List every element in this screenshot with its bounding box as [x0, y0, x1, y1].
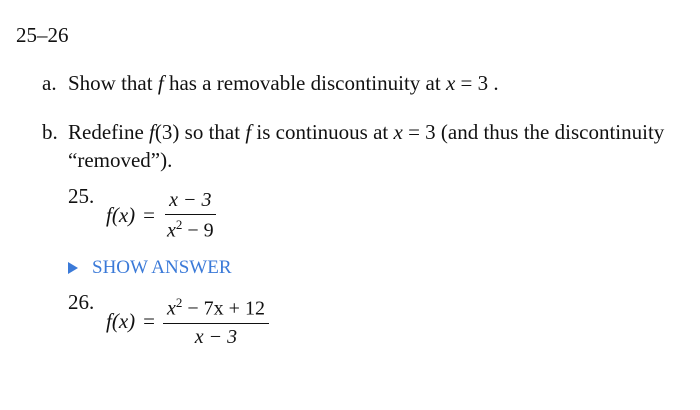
part-b-f3-arg: (3)	[154, 120, 180, 144]
problem-26-denominator: x − 3	[194, 325, 238, 348]
problem-25-denominator-exponent: 2	[175, 217, 183, 232]
problem-26-numerator-base: x	[167, 297, 176, 320]
problem-26-fraction	[163, 295, 269, 349]
problem-25-equation	[106, 189, 218, 243]
problem-26-equals: =	[143, 309, 155, 334]
part-b-f: f	[245, 120, 252, 144]
problem-25-denominator-base: x	[167, 219, 176, 242]
problem-25-number: 25.	[68, 184, 95, 208]
problem-26-number: 26.	[68, 290, 95, 314]
problem-25-lhs-f: f	[106, 203, 112, 228]
problem-25-lhs-arg: (x)	[111, 203, 136, 228]
part-a-f: f	[157, 71, 164, 95]
problem-25-fraction	[163, 189, 218, 243]
part-b-f3-f: f	[149, 120, 155, 144]
part-a-text-2: has a removable discontinuity at	[163, 71, 446, 95]
problem-26-numerator-rest: − 7x + 12	[182, 297, 265, 320]
part-b-text-3: is continuous at	[251, 120, 394, 144]
problem-26-equation	[106, 295, 269, 349]
part-b-text-4: = 3 (and thus the discontinuity	[402, 120, 665, 144]
part-a-x: x	[445, 71, 456, 95]
problem-26-lhs-arg: (x)	[111, 309, 136, 334]
part-a-label: a.	[42, 71, 57, 95]
part-b-line-2: “removed”).	[68, 148, 173, 172]
problem-25-denominator-rest: − 9	[182, 219, 214, 242]
triangle-right-icon	[68, 262, 78, 274]
part-a-text-1: Show that	[68, 71, 158, 95]
problem-26-lhs-f: f	[106, 309, 112, 334]
problem-26-numerator-exponent: 2	[175, 295, 183, 310]
show-answer-button[interactable]	[68, 257, 232, 279]
problem-26-numerator	[163, 295, 269, 324]
part-b-instruction	[42, 120, 664, 145]
part-a-text-3: = 3 .	[455, 71, 499, 95]
problem-25-equals: =	[143, 203, 155, 228]
part-b-x: x	[393, 120, 403, 144]
part-a-instruction	[42, 71, 499, 96]
problem-range-heading: 25–26	[16, 23, 69, 47]
problem-25-numerator: x − 3	[165, 189, 215, 215]
show-answer-label: SHOW ANSWER	[92, 257, 232, 278]
part-b-label: b.	[42, 120, 58, 144]
problem-25-denominator	[163, 215, 218, 243]
part-b-text-1: Redefine	[68, 120, 150, 144]
part-b-text-2: so that	[179, 120, 246, 144]
